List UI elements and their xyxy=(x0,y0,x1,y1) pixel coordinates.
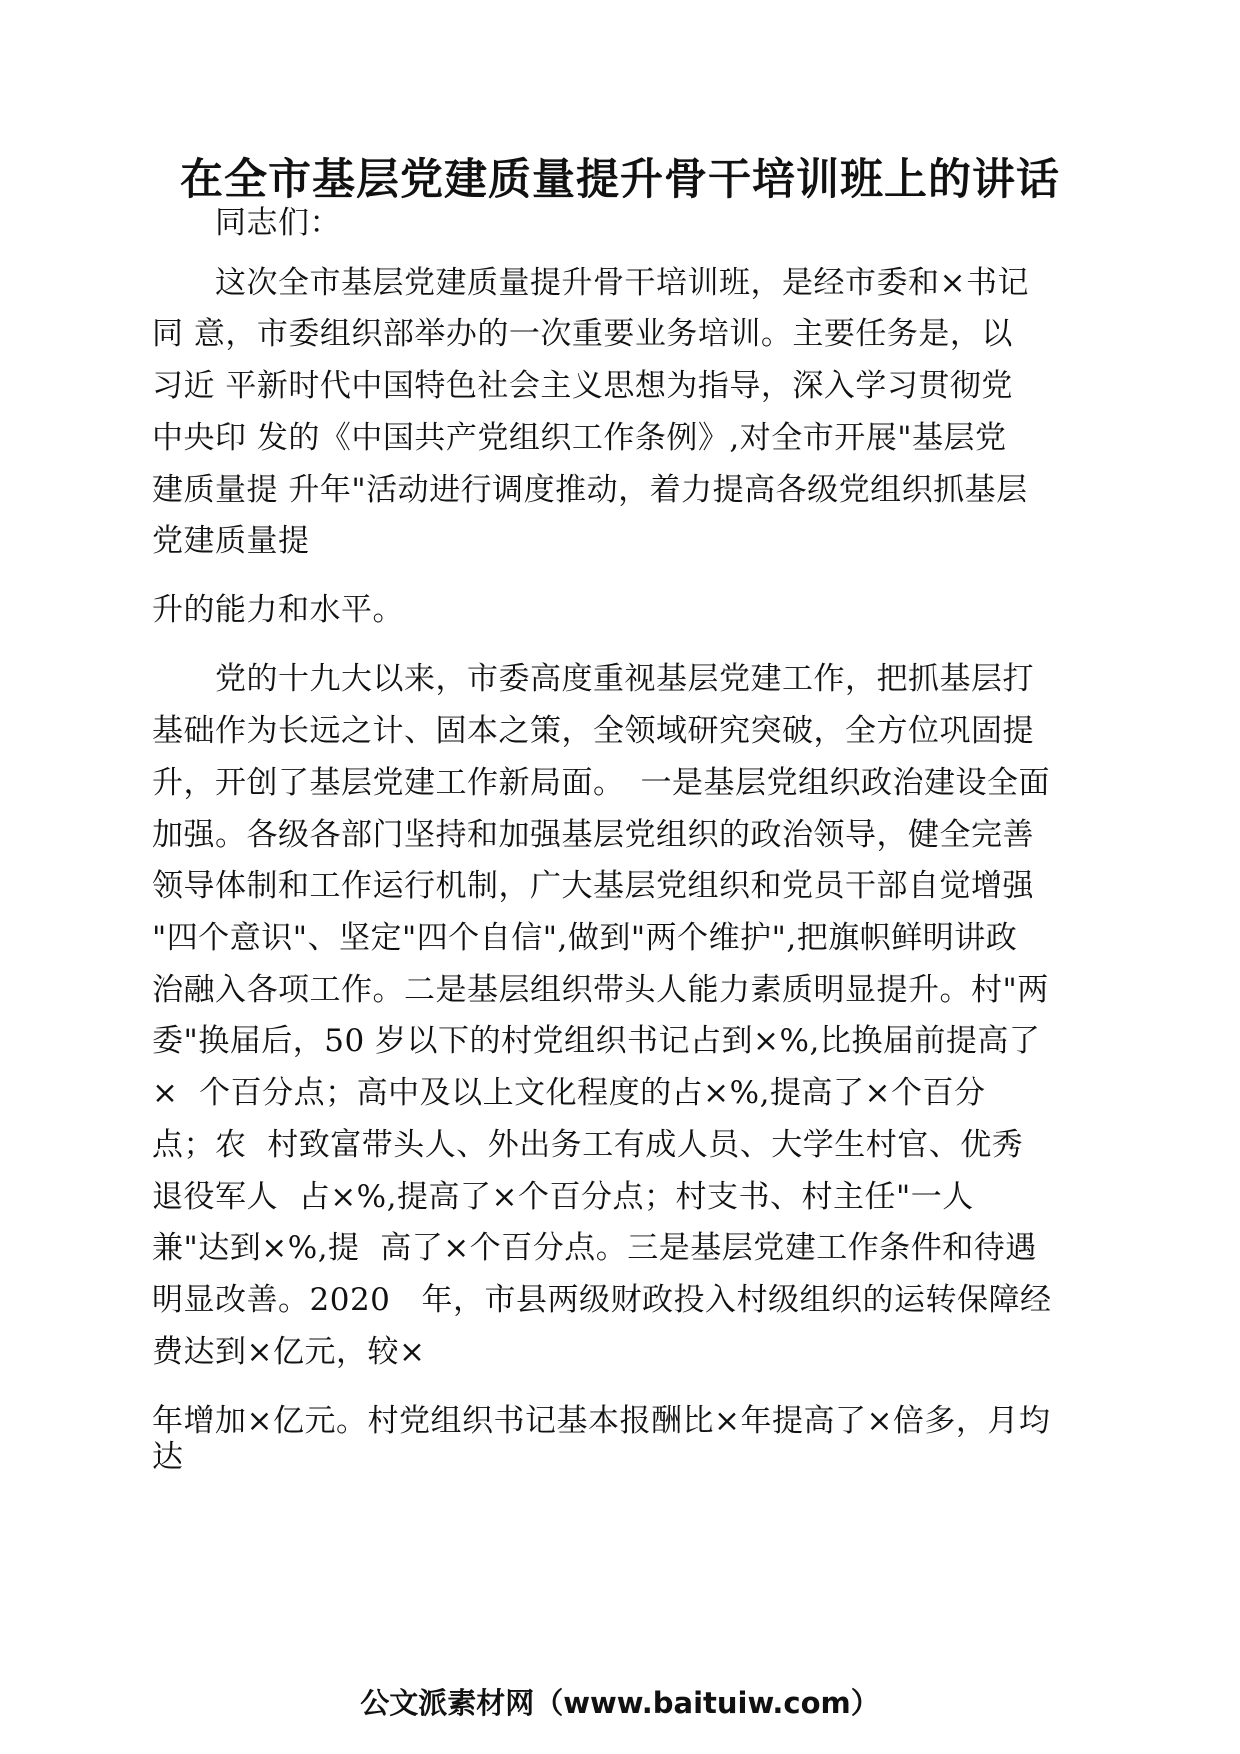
text-line: 兼"达到×%,提 高了×个百分点。三是基层党建工作条件和待遇 xyxy=(152,1230,1037,1266)
text-line: 升，开创了基层党建工作新局面。 一是基层党组织政治建设全面 xyxy=(152,765,1050,801)
text-line: × 个百分点；高中及以上文化程度的占×%,提高了×个百分 xyxy=(152,1075,986,1111)
footer-watermark: 公文派素材网（www.baituiw.com） xyxy=(360,1686,880,1720)
text-line: 明显改善。2020 年，市县两级财政投入村级组织的运转保障经 xyxy=(152,1282,1052,1318)
text-line: 退役军人 占×%,提高了×个百分点；村支书、村主任"一人 xyxy=(152,1179,974,1215)
text-line: 基础作为长远之计、固本之策，全领域研究突破，全方位巩固提 xyxy=(152,713,1034,749)
text-line: 加强。各级各部门坚持和加强基层党组织的政治领导，健全完善 xyxy=(152,817,1034,853)
text-line: 这次全市基层党建质量提升骨干培训班，是经市委和×书记 xyxy=(152,265,1029,301)
text-line: 党的十九大以来，市委高度重视基层党建工作，把抓基层打 xyxy=(152,661,1034,697)
text-line: 同志们： xyxy=(152,205,341,241)
text-line: 年增加×亿元。村党组织书记基本报酬比×年提高了×倍多，月均 xyxy=(152,1403,1051,1439)
text-line: 中央印 发的《中国共产党组织工作条例》,对全市开展"基层党 xyxy=(152,420,1007,456)
text-line: "四个意识"、坚定"四个自信",做到"两个维护",把旗帜鲜明讲政 xyxy=(152,920,1018,956)
text-line: 同 意，市委组织部举办的一次重要业务培训。主要任务是，以 xyxy=(152,316,1013,352)
document-title: 在全市基层党建质量提升骨干培训班上的讲话 xyxy=(180,155,1060,205)
text-line: 费达到×亿元，较× xyxy=(152,1334,426,1370)
text-line: 党建质量提 xyxy=(152,523,310,559)
text-line: 点；农 村致富带头人、外出务工有成人员、大学生村官、优秀 xyxy=(152,1127,1024,1163)
text-line: 治融入各项工作。二是基层组织带头人能力素质明显提升。村"两 xyxy=(152,972,1049,1008)
text-line: 习近 平新时代中国特色社会主义思想为指导，深入学习贯彻党 xyxy=(152,368,1013,404)
text-line: 委"换届后，50 岁以下的村党组织书记占到×%,比换届前提高了 xyxy=(152,1023,1041,1059)
text-line: 建质量提 升年"活动进行调度推动，着力提高各级党组织抓基层 xyxy=(152,472,1028,508)
text-line: 升的能力和水平。 xyxy=(152,592,404,628)
text-line: 领导体制和工作运行机制，广大基层党组织和党员干部自觉增强 xyxy=(152,868,1034,904)
text-line: 达 xyxy=(152,1439,184,1475)
